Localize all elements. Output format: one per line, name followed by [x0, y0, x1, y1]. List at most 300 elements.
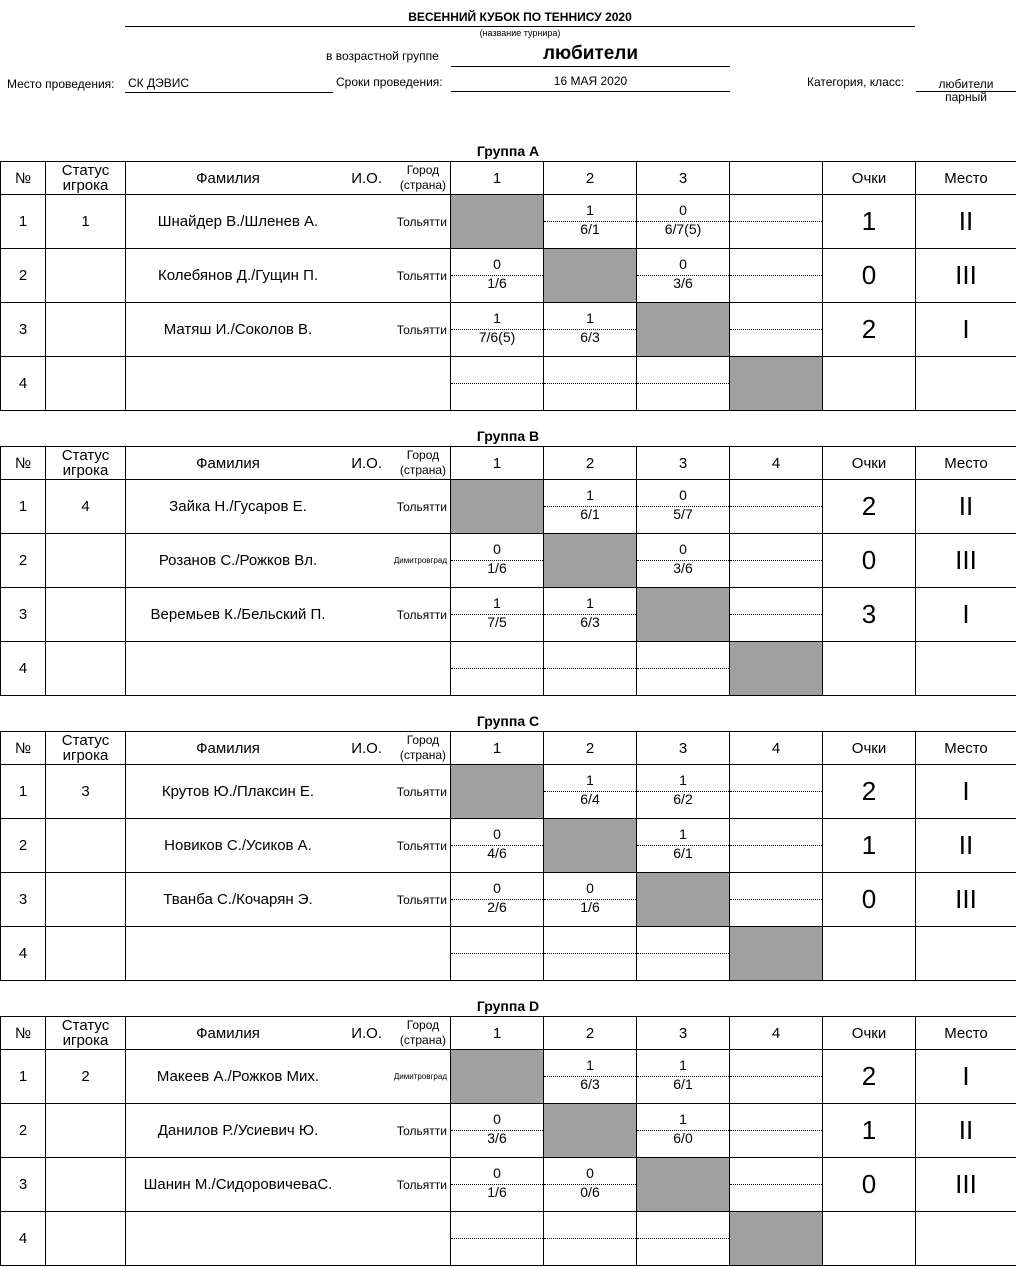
player-cell — [126, 1104, 451, 1158]
player-place — [916, 1212, 1016, 1266]
match-cell — [637, 1212, 730, 1266]
match-cell — [637, 195, 730, 249]
col-status-header — [46, 447, 126, 480]
match-cell — [637, 765, 730, 819]
match-cell — [451, 357, 544, 411]
city-header — [400, 162, 446, 194]
io-header: И.О. — [351, 1024, 382, 1042]
match-win: 0 — [493, 541, 501, 557]
match-win: 1 — [586, 487, 594, 503]
match-score: 1/6 — [580, 899, 600, 915]
city-header — [400, 732, 446, 764]
player-points: 0 — [823, 1158, 916, 1212]
match-divider — [451, 668, 543, 669]
player-points — [823, 642, 916, 696]
match-win: 1 — [586, 772, 594, 788]
group-title: Группа C — [476, 713, 540, 729]
player-cell — [126, 927, 451, 981]
self-match-cell — [637, 588, 730, 642]
player-status — [46, 588, 126, 642]
self-match-cell — [451, 195, 544, 249]
col-status-header — [46, 732, 126, 765]
player-city: Тольятти — [396, 607, 447, 622]
row-number: 1 — [1, 765, 46, 819]
player-name: Макеев А./Рожков Мих. — [156, 1068, 320, 1085]
player-city: Тольятти — [396, 838, 447, 853]
match-divider — [730, 614, 822, 615]
self-match-cell — [730, 357, 823, 411]
match-divider — [730, 506, 822, 507]
dates-value: 16 МАЯ 2020 — [451, 74, 730, 92]
player-cell — [126, 249, 451, 303]
match-cell — [451, 249, 544, 303]
player-name: Матяш И./Соколов В. — [163, 321, 313, 338]
self-match-cell — [451, 480, 544, 534]
match-cell — [637, 1104, 730, 1158]
self-match-cell — [544, 819, 637, 873]
col-place-header: Место — [916, 1017, 1016, 1050]
match-cell — [637, 927, 730, 981]
row-number: 1 — [1, 195, 46, 249]
player-name: Тванба С./Кочарян Э. — [163, 891, 313, 908]
self-match-cell — [637, 1158, 730, 1212]
match-cell — [730, 765, 823, 819]
col-status-header — [46, 162, 126, 195]
player-place: I — [916, 1050, 1016, 1104]
match-divider — [730, 899, 822, 900]
match-cell — [451, 1212, 544, 1266]
player-points — [823, 357, 916, 411]
table-row — [1, 195, 1016, 249]
player-status — [46, 1212, 126, 1266]
col-num-header: № — [1, 447, 46, 480]
match-cell — [730, 249, 823, 303]
match-cell — [730, 303, 823, 357]
group-title: Группа D — [476, 998, 540, 1014]
match-score: 5/7 — [673, 506, 693, 522]
group-table — [0, 161, 1016, 411]
col-opponent-header: 4 — [730, 732, 823, 765]
match-cell — [544, 1158, 637, 1212]
match-cell — [730, 534, 823, 588]
player-points: 2 — [823, 765, 916, 819]
player-city: Тольятти — [396, 892, 447, 907]
player-status — [46, 642, 126, 696]
col-points-header: Очки — [823, 162, 916, 195]
match-cell — [637, 1050, 730, 1104]
player-status — [46, 873, 126, 927]
col-opponent-header: 3 — [637, 1017, 730, 1050]
player-cell — [126, 1212, 451, 1266]
row-number: 2 — [1, 1104, 46, 1158]
match-cell — [451, 927, 544, 981]
player-name — [136, 642, 340, 695]
match-score: 6/4 — [580, 791, 600, 807]
player-place: III — [916, 1158, 1016, 1212]
match-score: 6/3 — [580, 1076, 600, 1092]
match-cell — [451, 642, 544, 696]
player-name: Крутов Ю./Плаксин Е. — [161, 783, 315, 800]
row-number: 2 — [1, 249, 46, 303]
col-place-header: Место — [916, 162, 1016, 195]
player-place: III — [916, 534, 1016, 588]
io-header: И.О. — [351, 739, 382, 757]
table-row — [1, 588, 1016, 642]
player-place — [916, 357, 1016, 411]
status-header-line1: Статус — [61, 162, 110, 179]
player-name: Колебянов Д./Гущин П. — [157, 267, 319, 284]
table-row — [1, 873, 1016, 927]
player-place: II — [916, 819, 1016, 873]
match-cell — [451, 1158, 544, 1212]
row-number: 3 — [1, 588, 46, 642]
match-cell — [544, 1050, 637, 1104]
city-header-line2: (страна) — [399, 463, 446, 477]
match-divider — [730, 1184, 822, 1185]
status-header-line1: Статус — [61, 447, 110, 464]
col-num-header: № — [1, 162, 46, 195]
player-cell — [126, 1050, 451, 1104]
match-score: 6/1 — [580, 221, 600, 237]
match-divider — [730, 329, 822, 330]
match-score: 2/6 — [487, 899, 507, 915]
row-number: 4 — [1, 642, 46, 696]
row-number: 2 — [1, 534, 46, 588]
row-number: 2 — [1, 819, 46, 873]
self-match-cell — [730, 927, 823, 981]
player-place — [916, 642, 1016, 696]
player-points: 2 — [823, 1050, 916, 1104]
row-number: 1 — [1, 480, 46, 534]
match-win: 0 — [679, 256, 687, 272]
match-cell — [730, 1158, 823, 1212]
surname-header: Фамилия — [196, 169, 260, 187]
row-number: 4 — [1, 927, 46, 981]
player-points: 3 — [823, 588, 916, 642]
row-number: 1 — [1, 1050, 46, 1104]
match-cell — [637, 642, 730, 696]
row-number: 3 — [1, 1158, 46, 1212]
match-divider — [730, 275, 822, 276]
col-name-header — [126, 1017, 451, 1050]
match-score: 7/6(5) — [478, 329, 516, 345]
player-points: 0 — [823, 249, 916, 303]
player-place: III — [916, 249, 1016, 303]
player-place: II — [916, 195, 1016, 249]
match-cell — [544, 765, 637, 819]
match-cell — [544, 927, 637, 981]
col-opponent-header: 1 — [451, 1017, 544, 1050]
player-status — [46, 819, 126, 873]
self-match-cell — [544, 1104, 637, 1158]
col-opponent-header: 1 — [451, 162, 544, 195]
tournament-title: ВЕСЕННИЙ КУБОК ПО ТЕННИСУ 2020 — [408, 10, 632, 24]
status-header-line2: игрока — [62, 747, 109, 764]
player-place — [916, 927, 1016, 981]
player-city: Димитровград — [393, 556, 447, 565]
match-cell — [544, 480, 637, 534]
row-number: 4 — [1, 1212, 46, 1266]
match-win: 1 — [493, 595, 501, 611]
match-win: 1 — [679, 1111, 687, 1127]
match-cell — [451, 819, 544, 873]
player-city: Тольятти — [396, 1123, 447, 1138]
col-points-header: Очки — [823, 732, 916, 765]
city-header-line2: (страна) — [399, 178, 446, 192]
player-status: 4 — [46, 480, 126, 534]
match-divider — [451, 953, 543, 954]
match-win: 0 — [493, 880, 501, 896]
match-cell — [544, 195, 637, 249]
match-cell — [544, 303, 637, 357]
city-header-line1: Город — [406, 448, 440, 462]
col-opponent-header: 2 — [544, 732, 637, 765]
player-name: Шнайдер В./Шленев А. — [157, 213, 319, 230]
player-place: III — [916, 873, 1016, 927]
dates-label: Сроки проведения: — [336, 75, 443, 89]
match-score: 6/1 — [673, 845, 693, 861]
group-table — [0, 446, 1016, 696]
category-label: Категория, класс: — [807, 75, 905, 89]
player-place: I — [916, 303, 1016, 357]
self-match-cell — [730, 1212, 823, 1266]
col-points-header: Очки — [823, 1017, 916, 1050]
player-cell — [126, 303, 451, 357]
match-score: 6/3 — [580, 329, 600, 345]
match-win: 0 — [493, 826, 501, 842]
city-header — [400, 1017, 446, 1049]
match-win: 0 — [586, 880, 594, 896]
player-cell — [126, 765, 451, 819]
match-score: 0/6 — [580, 1184, 600, 1200]
match-score: 6/0 — [673, 1130, 693, 1146]
match-divider — [637, 668, 729, 669]
col-num-header: № — [1, 1017, 46, 1050]
match-divider — [730, 791, 822, 792]
player-city: Тольятти — [396, 499, 447, 514]
col-opponent-header: 3 — [637, 447, 730, 480]
match-divider — [451, 383, 543, 384]
match-cell — [637, 357, 730, 411]
player-cell — [126, 819, 451, 873]
player-cell — [126, 588, 451, 642]
group-title: Группа B — [476, 428, 540, 444]
table-row — [1, 303, 1016, 357]
table-row — [1, 1212, 1016, 1266]
match-cell — [637, 534, 730, 588]
match-cell — [451, 588, 544, 642]
col-opponent-header: 4 — [730, 447, 823, 480]
player-city: Тольятти — [396, 268, 447, 283]
group-table — [0, 1016, 1016, 1266]
match-score: 1/6 — [487, 560, 507, 576]
match-cell — [451, 873, 544, 927]
player-status: 3 — [46, 765, 126, 819]
table-row — [1, 249, 1016, 303]
match-cell — [544, 1212, 637, 1266]
match-divider — [730, 1076, 822, 1077]
match-divider — [544, 383, 636, 384]
match-score: 7/5 — [487, 614, 507, 630]
io-header: И.О. — [351, 454, 382, 472]
city-header-line1: Город — [406, 163, 440, 177]
player-status — [46, 249, 126, 303]
match-score: 6/7(5) — [664, 221, 702, 237]
player-city: Тольятти — [396, 1177, 447, 1192]
match-win: 0 — [586, 1165, 594, 1181]
table-row — [1, 1104, 1016, 1158]
col-opponent-header: 4 — [730, 1017, 823, 1050]
table-row — [1, 1050, 1016, 1104]
io-header: И.О. — [351, 169, 382, 187]
player-city: Тольятти — [396, 322, 447, 337]
match-cell — [730, 1050, 823, 1104]
col-opponent-header: 2 — [544, 1017, 637, 1050]
surname-header: Фамилия — [196, 454, 260, 472]
col-name-header — [126, 162, 451, 195]
player-city: Тольятти — [396, 214, 447, 229]
row-number: 3 — [1, 873, 46, 927]
player-name — [136, 927, 340, 980]
player-status — [46, 534, 126, 588]
player-status: 1 — [46, 195, 126, 249]
player-place: I — [916, 765, 1016, 819]
table-row — [1, 357, 1016, 411]
match-score: 4/6 — [487, 845, 507, 861]
match-win: 0 — [679, 202, 687, 218]
col-points-header: Очки — [823, 447, 916, 480]
table-row — [1, 1158, 1016, 1212]
match-cell — [544, 588, 637, 642]
col-opponent-header: 1 — [451, 732, 544, 765]
row-number: 3 — [1, 303, 46, 357]
player-cell — [126, 195, 451, 249]
player-cell — [126, 1158, 451, 1212]
match-win: 0 — [493, 1111, 501, 1127]
match-win: 1 — [586, 310, 594, 326]
match-win: 1 — [493, 310, 501, 326]
city-header-line1: Город — [406, 1018, 440, 1032]
match-win: 1 — [586, 1057, 594, 1073]
player-points: 0 — [823, 873, 916, 927]
match-cell — [451, 1104, 544, 1158]
player-points — [823, 1212, 916, 1266]
player-status — [46, 357, 126, 411]
player-status — [46, 303, 126, 357]
player-name: Данилов Р./Усиевич Ю. — [157, 1122, 319, 1139]
player-place: II — [916, 1104, 1016, 1158]
col-status-header — [46, 1017, 126, 1050]
col-opponent-header: 3 — [637, 732, 730, 765]
age-group-value: любители — [451, 43, 730, 67]
col-num-header: № — [1, 732, 46, 765]
col-opponent-header — [730, 162, 823, 195]
player-city: Тольятти — [396, 784, 447, 799]
col-name-header — [126, 447, 451, 480]
table-row — [1, 642, 1016, 696]
match-divider — [544, 1238, 636, 1239]
match-score: 6/1 — [580, 506, 600, 522]
table-row — [1, 819, 1016, 873]
player-points: 1 — [823, 195, 916, 249]
match-score: 6/1 — [673, 1076, 693, 1092]
match-score: 3/6 — [487, 1130, 507, 1146]
category-value-2: парный — [945, 90, 987, 104]
city-header-line1: Город — [406, 733, 440, 747]
player-status — [46, 1104, 126, 1158]
city-header-line2: (страна) — [399, 1033, 446, 1047]
player-cell — [126, 642, 451, 696]
match-cell — [730, 588, 823, 642]
match-divider — [730, 221, 822, 222]
row-number: 4 — [1, 357, 46, 411]
player-points: 2 — [823, 480, 916, 534]
venue-value: СК ДЭВИС — [125, 76, 333, 93]
match-cell — [730, 873, 823, 927]
player-points: 2 — [823, 303, 916, 357]
age-group-label: в возрастной группе — [326, 49, 439, 63]
city-header — [400, 447, 446, 479]
match-win: 1 — [586, 595, 594, 611]
match-score: 6/2 — [673, 791, 693, 807]
self-match-cell — [637, 873, 730, 927]
match-score: 1/6 — [487, 275, 507, 291]
player-place: II — [916, 480, 1016, 534]
city-header-line2: (страна) — [399, 748, 446, 762]
match-win: 1 — [586, 202, 594, 218]
match-divider — [637, 383, 729, 384]
self-match-cell — [544, 534, 637, 588]
status-header-line2: игрока — [62, 177, 109, 194]
match-cell — [451, 534, 544, 588]
status-header-line2: игрока — [62, 1032, 109, 1049]
player-cell — [126, 357, 451, 411]
table-row — [1, 480, 1016, 534]
match-cell — [451, 303, 544, 357]
match-divider — [451, 1238, 543, 1239]
col-opponent-header: 2 — [544, 162, 637, 195]
match-cell — [730, 480, 823, 534]
player-name — [136, 1212, 340, 1265]
match-win: 1 — [679, 772, 687, 788]
player-status — [46, 927, 126, 981]
match-score: 3/6 — [673, 560, 693, 576]
group-title: Группа A — [476, 143, 540, 159]
match-divider — [637, 1238, 729, 1239]
table-row — [1, 765, 1016, 819]
match-win: 0 — [679, 541, 687, 557]
match-cell — [730, 195, 823, 249]
player-status — [46, 1158, 126, 1212]
match-score: 3/6 — [673, 275, 693, 291]
match-win: 1 — [679, 1057, 687, 1073]
player-cell — [126, 534, 451, 588]
match-cell — [544, 357, 637, 411]
match-divider — [544, 953, 636, 954]
match-cell — [637, 249, 730, 303]
match-cell — [544, 873, 637, 927]
player-name: Зайка Н./Гусаров Е. — [169, 498, 307, 515]
self-match-cell — [637, 303, 730, 357]
match-win: 0 — [493, 256, 501, 272]
match-cell — [730, 1104, 823, 1158]
status-header-line2: игрока — [62, 462, 109, 479]
match-divider — [730, 560, 822, 561]
match-cell — [730, 819, 823, 873]
table-row — [1, 927, 1016, 981]
match-divider — [730, 1130, 822, 1131]
status-header-line1: Статус — [61, 732, 110, 749]
